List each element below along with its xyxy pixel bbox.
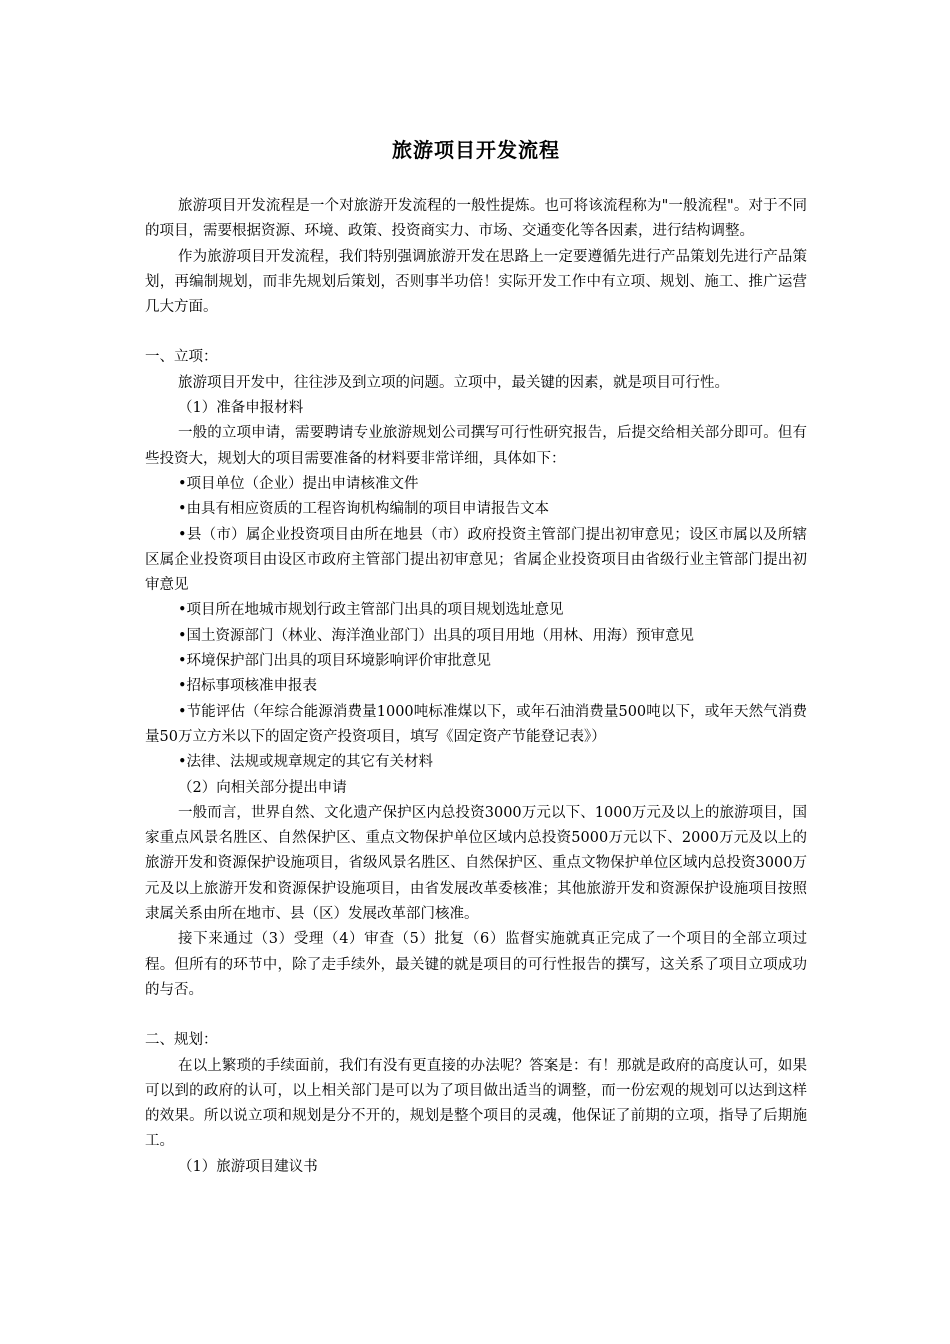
section1-closing: 接下来通过（3）受理（4）审查（5）批复（6）监督实施就真正完成了一个项目的全部立项过程。但所有的环节中，除了走手续外，最关键的就是项目的可行性报告的撰写，这关系了项目立项成功的与否。: [145, 931, 807, 998]
bullet-item: •招标事项核准申报表: [178, 678, 318, 695]
section2-lead: 在以上繁琐的手续面前，我们有没有更直接的办法呢？答案是：有！那就是政府的高度认可，如果可以到的政府的认可，以上相关部门是可以为了项目做出适当的调整，而一份宏观的规划可以达到这样的效果。所以说立项和规划是分不开的，规划是整个项目的灵魂，他保证了前期的立项，指导了后期施工。: [145, 1057, 807, 1150]
bullet-item: •项目单位（企业）提出申请核准文件: [178, 475, 419, 492]
section1-sub2-text: 一般而言，世界自然、文化遗产保护区内总投资3000万元以下、1000万元及以上的旅游项目，国家重点风景名胜区、自然保护区、重点文物保护单位区域内总投资5000万元以下、2000万元及以上的旅游开发和资源保护设施项目，省级风景名胜区、自然保护区、重点文物保护单位区域内总投资3000万元及以上旅游开发和资源保护设施项目，由省发展改革委核准；其他旅游开发和资源保护设施项目按照隶属关系由所在地市、县（区）发展改革部门核准。: [145, 804, 807, 923]
blank-line: [145, 320, 807, 345]
intro-paragraph-1: 旅游项目开发流程是一个对旅游开发流程的一般性提炼。也可将该流程称为"一般流程"。对于不同的项目，需要根据资源、环境、政策、投资商实力、市场、交通变化等各因素，进行结构调整。: [145, 198, 807, 240]
section2-sub1-title: （1）旅游项目建议书: [178, 1158, 318, 1175]
section1-sub1-title: （1）准备申报材料: [178, 400, 304, 417]
section1-lead: 旅游项目开发中，往往涉及到立项的问题。立项中，最关键的因素，就是项目可行性。: [178, 374, 729, 391]
section1-sub2-title: （2）向相关部分提出申请: [178, 779, 347, 796]
bullet-item: •国土资源部门（林业、海洋渔业部门）出具的项目用地（用林、用海）预审意见: [178, 627, 695, 644]
blank-line: [145, 1003, 807, 1028]
section1-sub1-text: 一般的立项申请，需要聘请专业旅游规划公司撰写可行性研究报告，后提交给相关部分即可。但有些投资大，规划大的项目需要准备的材料要非常详细，具体如下：: [145, 425, 807, 467]
bullet-item: •环境保护部门出具的项目环境影响评价审批意见: [178, 653, 492, 670]
bullet-item: •节能评估（年综合能源消费量1000吨标准煤以下，或年石油消费量500吨以下，或年天然气消费量50万立方米以下的固定资产投资项目，填写《固定资产节能登记表》）: [145, 703, 807, 745]
bullet-item: •法律、法规或规章规定的其它有关材料: [178, 754, 434, 771]
section1-heading: 一、立项：: [145, 349, 218, 366]
document-title: 旅游项目开发流程: [392, 138, 560, 162]
bullet-item: •由具有相应资质的工程咨询机构编制的项目申请报告文本: [178, 501, 550, 518]
document-page: [145, 130, 807, 1180]
bullet-item: •项目所在地城市规划行政主管部门出具的项目规划选址意见: [178, 602, 564, 619]
section2-heading: 二、规划：: [145, 1032, 218, 1049]
bullet-item: •县（市）属企业投资项目由所在地县（市）政府投资主管部门提出初审意见；设区市属以及所辖区属企业投资项目由设区市政府主管部门提出初审意见；省属企业投资项目由省级行业主管部门提出初审意见: [145, 526, 807, 594]
intro-paragraph-2: 作为旅游项目开发流程，我们特别强调旅游开发在思路上一定要遵循先进行产品策划先进行产品策划，再编制规划，而非先规划后策划，否则事半功倍！实际开发工作中有立项、规划、施工、推广运营几大方面。: [145, 248, 807, 316]
